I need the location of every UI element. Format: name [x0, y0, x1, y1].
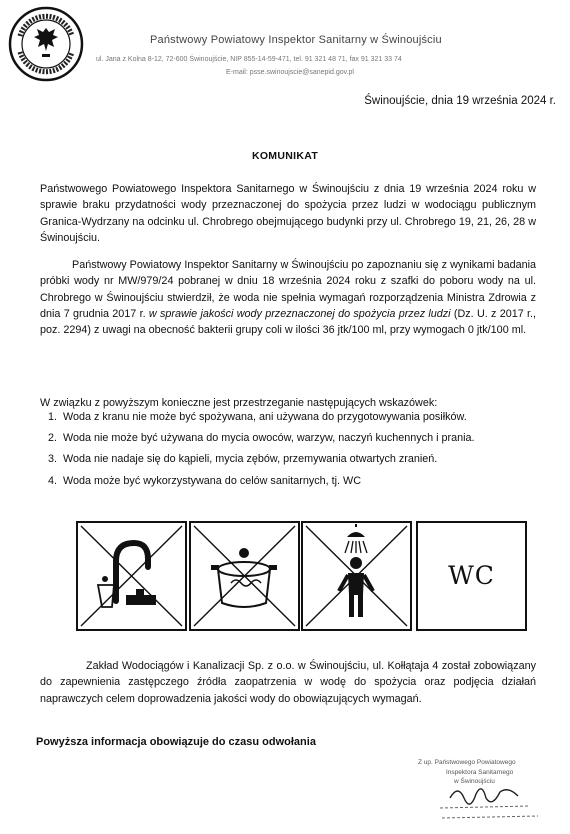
no-shower-icon: [301, 521, 412, 631]
place-and-date: Świnoujście, dnia 19 września 2024 r.: [364, 95, 556, 107]
list-item-text: Woda może być wykorzystywana do celów sanitarnych, tj. WC: [63, 474, 362, 487]
regulation-title: w sprawie jakości wody przeznaczonej do spożycia przez ludzi: [148, 307, 451, 320]
list-item-number: 2.: [47, 432, 57, 445]
list-item: [40, 473, 540, 489]
institution-email: E-mail: psse.swinoujscie@sanepid.gov.pl: [226, 69, 354, 76]
findings-text-2: (Dz. U. z 2017 r., poz. 2294) z uwagi na obecność bakterii grupy coli w ilości 36 jtk/100 ml, przy wymogach 0 jtk/100 ml.: [40, 307, 537, 337]
stamp-line-1: Z up. Państwowego Powiatowego: [418, 759, 516, 766]
document-title: KOMUNIKAT: [251, 150, 319, 162]
stamp-line-3: w Świnoujściu: [454, 778, 495, 785]
institution-name: Państwowy Powiatowy Inspektor Sanitarny w Świnoujściu: [150, 34, 442, 46]
findings-text-1: Państwowy Powiatowy Inspektor Sanitarny w Świnoujściu po zapoznaniu się z wynikami badania próbki wody nr MW/979/24 pobranej w dniu 18 września 2024 roku z szafki do poboru wody na ul. Chrobrego w Świnoujściu stwierdził, że woda nie spełnia wymagań rozporządzenia Ministra Zdrowia z dnia 7 grudnia 2017 r.: [40, 259, 536, 320]
wc-icon: [416, 521, 527, 631]
stamp-line-2: Inspektora Sanitarnego: [446, 769, 514, 776]
paragraph-intro: Państwowego Powiatowego Inspektora Sanitarnego w Świnoujściu z dnia 19 września 2024 roku w sprawie braku przydatności wody przeznaczonej do spożycia przez ludzi w wodociągu publicznym Granica-Wydrzany na odcinku ul. Chrobrego obejmującego budynki przy ul. Chrobrego 19, 21, 26, 28 w Świnoujściu.: [40, 183, 536, 244]
list-item-number: 4.: [47, 474, 57, 487]
institution-address: ul. Jana z Kolna 8-12, 72-600 Świnoujście, NIP 855-14-59-471, tel. 91 321 48 71, fax 91 321 33 74: [96, 56, 402, 63]
list-item-text: Woda nie nadaje się do kąpieli, mycia zębów, przemywania otwartych zranień.: [63, 453, 438, 466]
list-item-text: Woda z kranu nie może być spożywana, ani używana do przygotowywania posiłków.: [63, 411, 467, 423]
paragraph-instructions-lead: W związku z powyższym konieczne jest przestrzeganie następujących wskazówek:: [40, 397, 438, 409]
no-washing-pot-icon: [189, 521, 300, 631]
list-item: [40, 409, 540, 425]
list-item: [40, 430, 540, 446]
official-seal-icon: [8, 6, 84, 82]
no-drinking-tap-icon: [76, 521, 187, 631]
signature-stamp: [410, 752, 560, 828]
paragraph-findings: [40, 257, 536, 338]
closing-note: Powyższa informacja obowiązuje do czasu odwołania: [36, 736, 316, 748]
list-item-number: 1.: [47, 411, 57, 423]
list-item: [40, 451, 540, 467]
instructions-list: [40, 409, 540, 494]
wc-label: WC: [448, 561, 495, 590]
paragraph-water-company: Zakład Wodociągów i Kanalizacji Sp. z o.o. w Świnoujściu, ul. Kołłątaja 4 został zobowiązany do zapewnienia zastępczego źródła zaopatrzenia w wodę do spożycia oraz podjęcia działań naprawczych celem doprowadzenia jakości wody do obowiązujących wymagań.: [40, 660, 536, 705]
list-item-number: 3.: [47, 453, 57, 466]
list-item-text: Woda nie może być używana do mycia owoców, warzyw, naczyń kuchennych i prania.: [63, 432, 475, 445]
